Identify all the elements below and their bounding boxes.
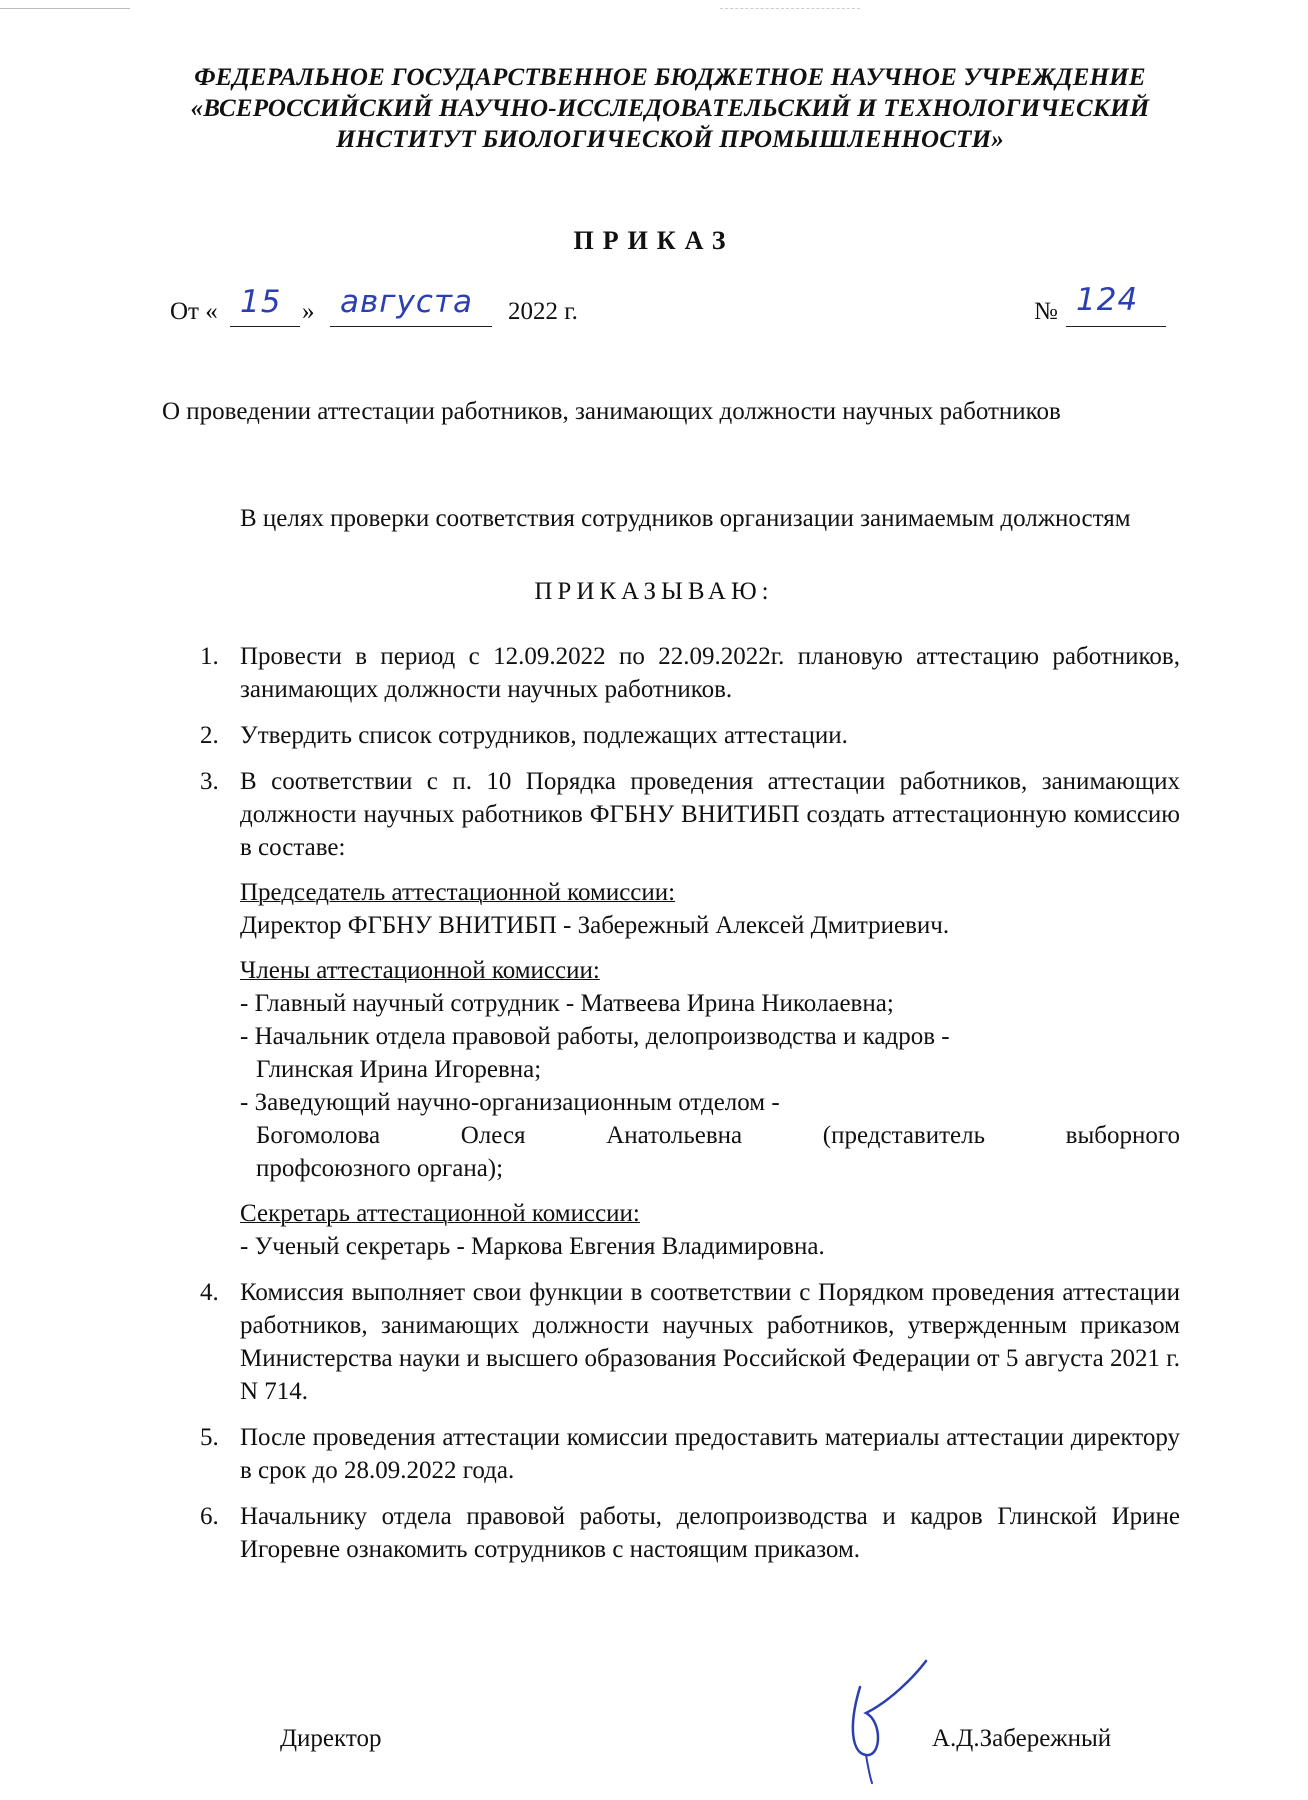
order-intro: В целях проверки соответствия сотрудников организации занимаемым должностям [240,505,1131,532]
header-line-2: «ВСЕРОССИЙСКИЙ НАУЧНО-ИССЛЕДОВАТЕЛЬСКИЙ И ТЕХНОЛОГИЧЕСКИЙ [190,95,1150,122]
chair-title: Председатель аттестационной комиссии: [240,879,676,906]
item-text: В соответствии с п. 10 Порядка проведения аттестации работников, занимающих должности научных работников ФГБНУ ВНИТИБП создать аттестационную комиссию в составе: [240,768,1180,861]
commission-members-block [240,954,1180,1185]
header-line-3: ИНСТИТУТ БИОЛОГИЧЕСКОЙ ПРОМЫШЛЕННОСТИ» [336,126,1004,153]
member-3-position: - Заведующий научно-организационным отделом - [240,1089,780,1116]
item-number: 3. [200,768,219,795]
members-title: Члены аттестационной комиссии: [240,957,600,984]
decree-heading: ПРИКАЗЫВАЮ: [534,578,774,605]
signatory-position: Директор [280,1725,382,1752]
item-number: 6. [200,1503,219,1530]
member-3-name: Богомолова Олеся Анатольевна (представитель выборного [256,1122,1180,1149]
item-text: Провести в период с 12.09.2022 по 22.09.2022г. плановую аттестацию работников, занимающих должности научных работников. [240,643,1180,703]
signature-block [0,1725,1308,1785]
item-number: 5. [200,1424,219,1451]
item-text: Комиссия выполняет свои функции в соответствии с Порядком проведения аттестации работников, занимающих должности научных работников, утвержденным приказом Министерства науки и высшего образования Российской Федерации от 5 августа 2021 г. N 714. [240,1279,1180,1405]
order-item-3 [200,765,1180,1263]
item-text: Утвердить список сотрудников, подлежащих аттестации. [240,722,848,749]
order-subject: О проведении аттестации работников, занимающих должности научных работников [162,398,1061,425]
secretary-title: Секретарь аттестационной комиссии: [240,1200,640,1227]
commission-secretary-block [240,1197,1180,1263]
organization-header [150,62,1190,155]
order-item-2 [200,719,1180,752]
order-items [200,640,1180,1579]
member-2-name: Глинская Ирина Игоревна; [256,1056,542,1083]
member-1: - Главный научный сотрудник - Матвеева Ирина Николаевна; [240,990,894,1017]
header-line-1: ФЕДЕРАЛЬНОЕ ГОСУДАРСТВЕННОЕ БЮДЖЕТНОЕ НАУЧНОЕ УЧРЕЖДЕНИЕ [194,64,1146,91]
scan-artifact-line [720,8,860,9]
signatory-name: А.Д.Забережный [932,1725,1112,1752]
item-number: 4. [200,1279,219,1306]
scan-edge-line [0,8,130,9]
item-number: 2. [200,722,219,749]
item-number: 1. [200,643,219,670]
member-3-note: профсоюзного органа); [256,1155,504,1182]
order-item-1 [200,640,1180,706]
order-item-4 [200,1276,1180,1408]
order-item-6 [200,1500,1180,1566]
date-number-line [170,282,1170,334]
item-text: Начальнику отдела правовой работы, делопроизводства и кадров Глинской Ирине Игоревне ознакомить сотрудников с настоящим приказом. [240,1503,1180,1563]
order-number-handwritten: 124 [1076,282,1139,318]
item-text: После проведения аттестации комиссии предоставить материалы аттестации директору в срок до 28.09.2022 года. [240,1424,1180,1484]
secretary-name: - Ученый секретарь - Маркова Евгения Владимировна. [240,1233,825,1260]
date-year: 2022 г. [508,298,578,325]
chair-name: Директор ФГБНУ ВНИТИБП - Забережный Алексей Дмитриевич. [240,912,950,939]
commission-chair-block [240,876,1180,942]
order-item-5 [200,1421,1180,1487]
date-day-handwritten: 15 [240,284,282,320]
date-close-quote: » [302,298,315,325]
handwritten-signature [830,1657,940,1787]
member-2-position: - Начальник отдела правовой работы, делопроизводства и кадров - [240,1023,950,1050]
document-title: ПРИКАЗ [573,226,735,255]
date-month-handwritten: августа [340,284,473,320]
date-from-label: От « [170,298,218,325]
order-number-label: № [1034,298,1058,325]
